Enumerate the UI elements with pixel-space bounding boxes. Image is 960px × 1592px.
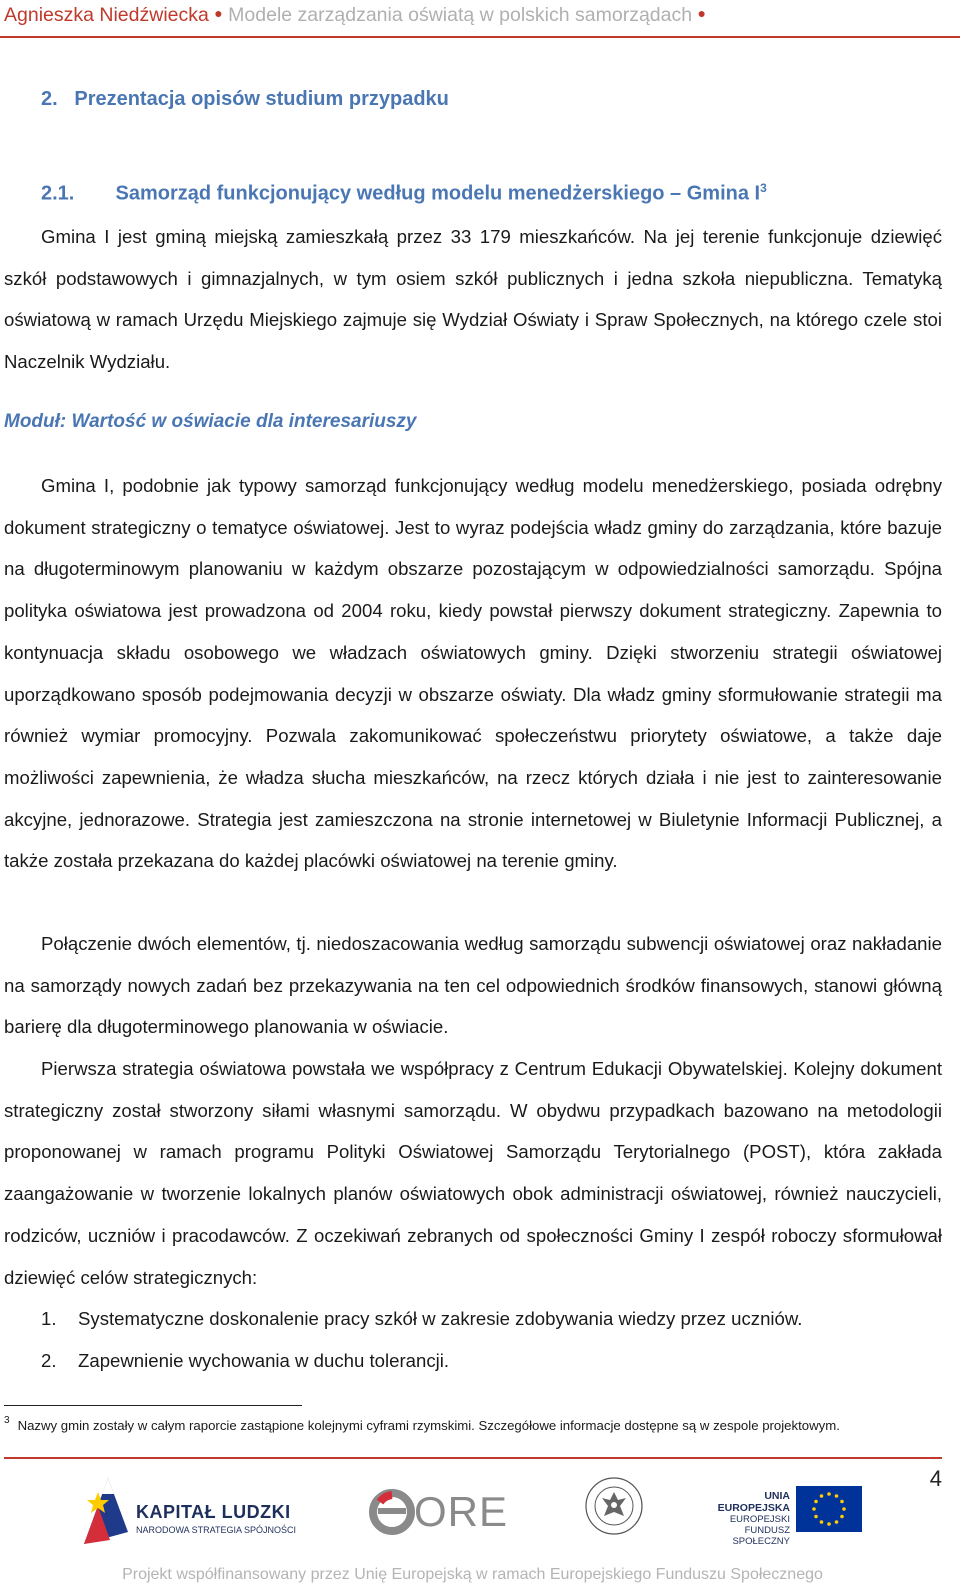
list-item — [41, 1298, 802, 1340]
eu-star-icon — [835, 1494, 839, 1498]
kapital-ludzki-emblem-icon — [80, 1474, 130, 1546]
running-header — [0, 0, 960, 38]
eu-line-2: FUNDUSZ SPOŁECZNY — [732, 1525, 790, 1547]
ore-logo — [368, 1484, 509, 1540]
eu-flag-icon — [796, 1486, 862, 1532]
kapital-ludzki-subtitle: NARODOWA STRATEGIA SPÓJNOŚCI — [136, 1525, 297, 1535]
subsection-title: Samorząd funkcjonujący według modelu menedżerskiego – Gmina I — [115, 182, 761, 205]
module-heading: Moduł: Wartość w oświacie dla interesariuszy — [4, 411, 417, 432]
section-heading: 2. Prezentacja opisów studium przypadku — [41, 88, 449, 110]
kapital-ludzki-logo — [80, 1474, 320, 1550]
list-item-number: 1. — [41, 1308, 57, 1329]
header-title: Modele zarządzania oświatą w polskich samorządach — [228, 4, 693, 26]
eu-star-icon — [820, 1494, 824, 1498]
eu-logo — [690, 1484, 866, 1547]
eu-star-icon — [814, 1515, 818, 1519]
header-separator: ● — [214, 5, 223, 21]
eu-star-icon — [827, 1492, 831, 1496]
footnote-reference: 3 — [760, 181, 767, 195]
footer-funding-text: Projekt współfinansowany przez Unię Europejską w ramach Europejskiego Funduszu Społecznego — [122, 1566, 823, 1583]
list-item — [41, 1340, 449, 1382]
page-number: 4 — [929, 1466, 942, 1491]
subsection-number: 2.1. — [41, 182, 75, 205]
kapital-ludzki-title: KAPITAŁ LUDZKI — [136, 1502, 291, 1522]
eu-star-icon — [840, 1515, 844, 1519]
paragraph-2: Połączenie dwóch elementów, tj. niedoszacowania według samorządu subwencji oświatowej oraz nakładanie na samorządy nowych zadań bez przekazywania na ten cel odpowiednich środków finansowych, stanowi główną barierę dla długoterminowego planowania w oświacie. — [4, 933, 942, 1038]
eu-line-1: EUROPEJSKI — [729, 1514, 790, 1525]
paragraph-3: Pierwsza strategia oświatowa powstała we współpracy z Centrum Edukacji Obywatelskiej. Kolejny dokument strategiczny został stworzony siłami własnymi samorządu. W obydwu przypadkach bazowano na metodologii proponowanej w ramach programu Polityki Oświatowej Samorządu Terytorialnego (POST), która zakłada zaangażowanie w tworzenie lokalnych planów oświatowych obok administracji oświatowej, również nauczycieli, rodziców, uczniów i pracodawców. Z oczekiwań zebranych od społeczności Gminy I zespół roboczy sformułował dziewięć celów strategicznych: — [4, 1058, 942, 1288]
eu-star-icon — [812, 1507, 816, 1511]
uw-seal — [584, 1474, 644, 1538]
eu-star-icon — [814, 1500, 818, 1504]
intro-paragraph: Gmina I jest gminą miejską zamieszkałą przez 33 179 mieszkańców. Na jej terenie funkcjonuje dziewięć szkół podstawowych i gimnazjalnych, w tym osiem szkół publicznych i jedna szkoła niepubliczna. Tematyką oświatową w ramach Urzędu Miejskiego zajmuje się Wydział Oświaty i Spraw Społecznych, na którego czele stoi Naczelnik Wydziału. — [4, 226, 942, 373]
footnote-text: Nazwy gmin zostały w całym raporcie zastąpione kolejnymi cyframi rzymskimi. Szczegółowe informacje dostępne są w zespole projektowym. — [17, 1418, 840, 1433]
subsection-heading — [41, 181, 767, 206]
list-item-number: 2. — [41, 1350, 57, 1371]
ore-logo-text: ORE — [414, 1488, 509, 1535]
eu-star-icon — [827, 1522, 831, 1526]
eu-star-icon — [842, 1507, 846, 1511]
eu-star-icon — [820, 1520, 824, 1524]
list-item-text: Systematyczne doskonalenie pracy szkół w zakresie zdobywania wiedzy przez uczniów. — [78, 1308, 803, 1329]
footer-divider — [4, 1457, 942, 1459]
list-item-text: Zapewnienie wychowania w duchu tolerancji. — [78, 1350, 450, 1371]
eu-star-icon — [835, 1520, 839, 1524]
footnote — [4, 1410, 942, 1436]
uw-seal-icon — [584, 1474, 644, 1538]
footnote-divider — [4, 1405, 302, 1406]
paragraph-1: Gmina I, podobnie jak typowy samorząd funkcjonujący według modelu menedżerskiego, posiada odrębny dokument strategiczny o tematyce oświatowej. Jest to wyraz podejścia władz gminy do zarządzania, które bazuje na długoterminowym planowaniu w każdym obszarze pozostającym w odpowiedzialności samorządu. Spójna polityka oświatowa jest prowadzona od 2004 roku, kiedy powstał pierwszy dokument strategiczny. Zapewnia to kontynuacja składu osobowego we władzach oświatowych gminy. Dzięki stworzeniu strategii oświatowej uporządkowano sposób podejmowania decyzji w obszarze oświaty. Dla władz gminy sformułowanie strategii ma również wymiar promocyjny. Pozwala zakomunikować społeczeństwu priorytety oświatowe, a także daje możliwości zapewnienia, że władza słucha mieszkańców, na rzecz których działa i nie jest to zainteresowanie akcyjne, jednorazowe. Strategia jest zamieszczona na stronie internetowej w Biuletynie Informacji Publicznej, a także została przekazana do każdej placówki oświatowej na terenie gminy. — [4, 475, 942, 872]
header-author: Agnieszka Niedźwiecka — [4, 4, 209, 26]
header-separator-end: ● — [697, 5, 706, 21]
eu-title: UNIA EUROPEJSKA — [717, 1490, 790, 1514]
eu-star-icon — [840, 1500, 844, 1504]
footnote-mark: 3 — [4, 1415, 10, 1426]
